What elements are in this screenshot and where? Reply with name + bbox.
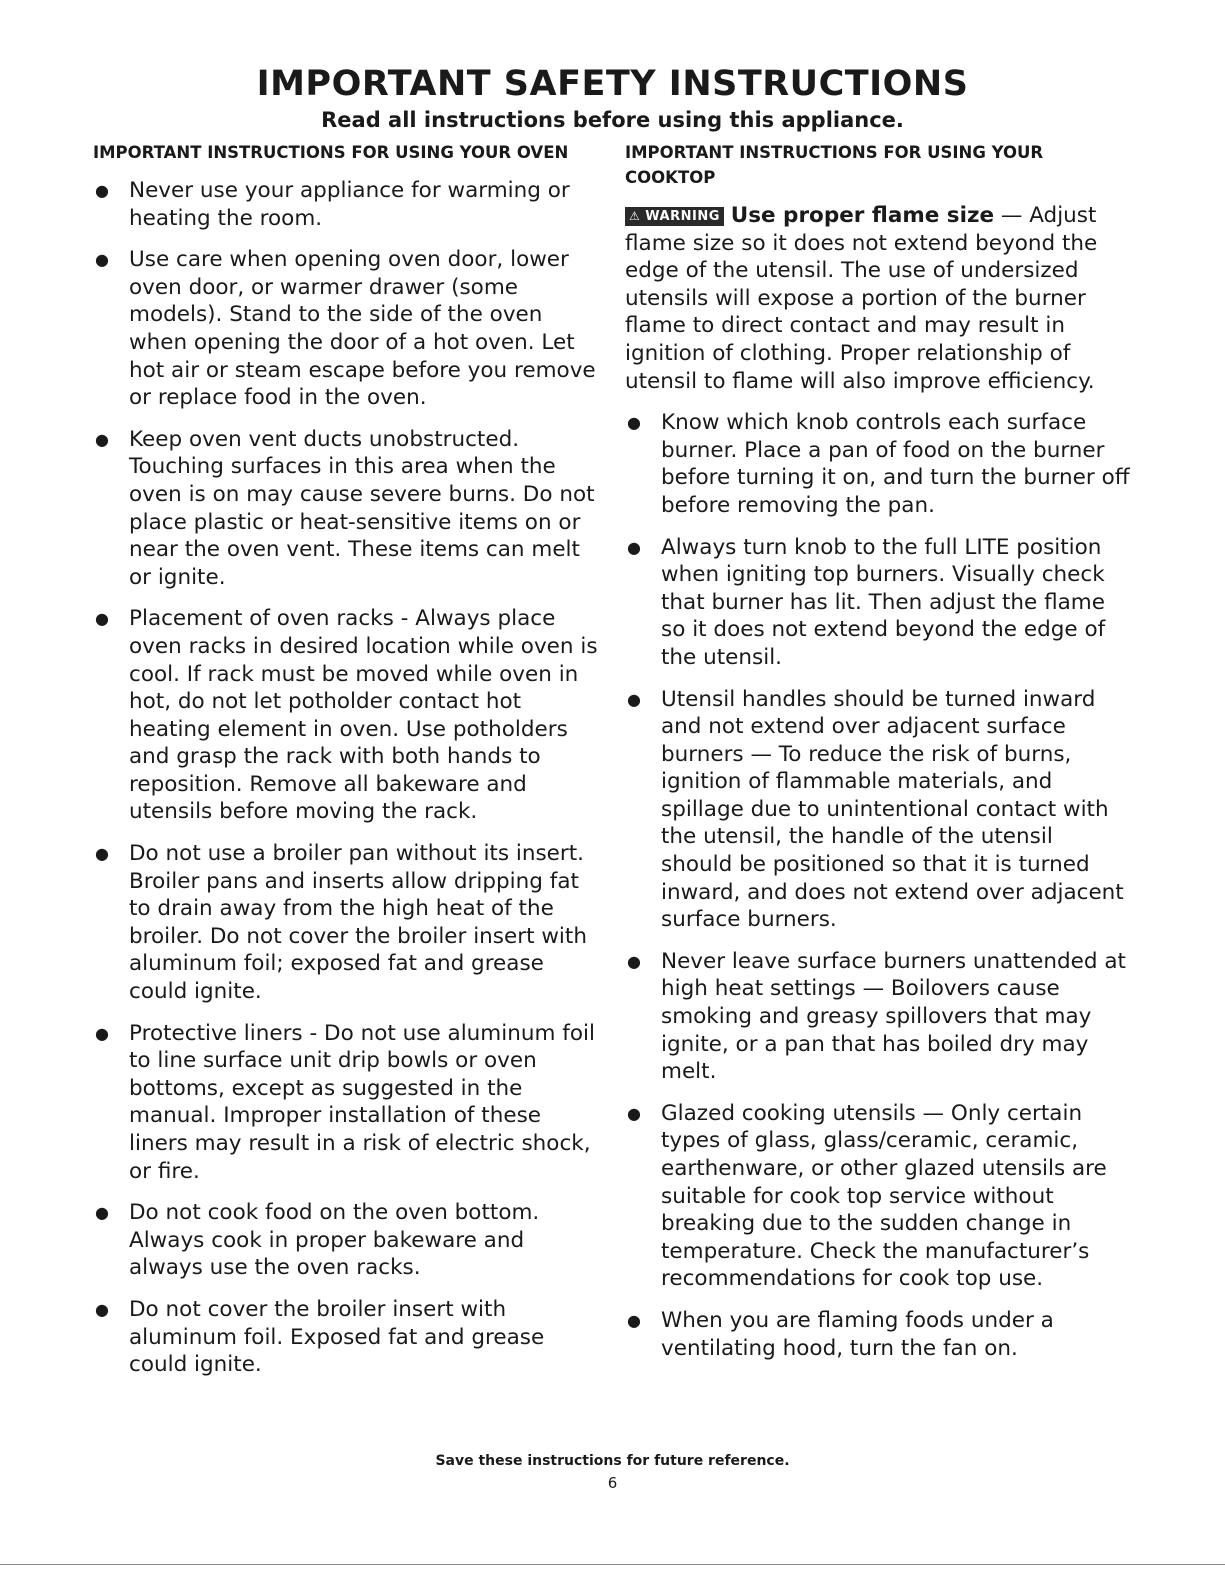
- bullet-icon: ●: [95, 250, 109, 270]
- list-item: [93, 246, 598, 412]
- bullet-icon: ●: [627, 689, 641, 709]
- bullet-icon: ●: [95, 429, 109, 449]
- list-item-text: Never use your appliance for warming or heating the room.: [129, 178, 570, 231]
- warning-triangle-icon: ⚠: [629, 209, 641, 223]
- list-item: [93, 1296, 598, 1379]
- bullet-icon: ●: [95, 609, 109, 629]
- bottom-divider: [0, 1564, 1225, 1565]
- page-subtitle: Read all instructions before using this appliance.: [321, 108, 904, 132]
- list-item: [93, 426, 598, 592]
- list-item: [93, 177, 598, 232]
- list-item: [625, 1100, 1130, 1293]
- list-item: [93, 1020, 598, 1186]
- bullet-icon: ●: [95, 181, 109, 200]
- oven-section-heading: IMPORTANT INSTRUCTIONS FOR USING YOUR OVEN: [93, 143, 569, 162]
- list-item-text: Know which knob controls each surface burner. Place a pan of food on the burner before turning it on, and turn the burner off before removing the pan.: [661, 410, 1130, 518]
- footer-note: Save these instructions for future reference.: [435, 1453, 790, 1469]
- list-item-text: Protective liners - Do not use aluminum foil to line surface unit drip bowls or oven bottoms, except as suggested in the manual. Improper installation of these liners may result in a risk of electric shock, or fire.: [129, 1020, 595, 1184]
- list-item-text: Always turn knob to the full LITE position when igniting top burners. Visually check that burner has lit. Then adjust the flame so it does not extend beyond the edge of the utensil.: [661, 534, 1106, 670]
- list-item-text: Use care when opening oven door, lower oven door, or warmer drawer (some models). Stand to the side of the oven when opening the door of a hot oven. Let hot air or steam escape before you remove or replace food in the oven.: [129, 247, 596, 411]
- flame-size-warning: [625, 202, 1130, 395]
- list-item: [625, 534, 1130, 672]
- warning-badge: [625, 207, 724, 226]
- bullet-icon: ●: [95, 1023, 109, 1043]
- warning-text: — Adjust flame size so it does not extend beyond the edge of the utensil. The use of undersized utensils will expose a portion of the burner flame to direct contact and may result in ignition of clothing. Proper relationship of utensil to flame will also improve efficiency.: [625, 203, 1098, 394]
- list-item-text: Glazed cooking utensils — Only certain types of glass, glass/ceramic, ceramic, earthenware, or other glazed utensils are suitable for cook top service without breaking due to the sudden change in temperature. Check the manufacturer’s recommendations for cook top use.: [661, 1100, 1107, 1292]
- cooktop-instructions-column: [625, 140, 1130, 1376]
- list-item-text: Keep oven vent ducts unobstructed. Touching surfaces in this area when the oven is on may cause severe burns. Do not place plastic or heat-sensitive items on or near the oven vent. These items can melt or ignite.: [129, 426, 595, 590]
- list-item: [625, 948, 1130, 1086]
- bullet-icon: ●: [627, 1103, 641, 1123]
- bullet-icon: ●: [627, 951, 641, 971]
- list-item-text: Do not cover the broiler insert with aluminum foil. Exposed fat and grease could ignite.: [129, 1296, 545, 1378]
- bullet-icon: ●: [95, 1203, 109, 1223]
- bullet-icon: ●: [627, 537, 641, 557]
- list-item: [625, 1307, 1130, 1362]
- list-item-text: Do not use a broiler pan without its insert. Broiler pans and inserts allow dripping fat to drain away from the high heat of the broiler. Do not cover the broiler insert with aluminum foil; exposed fat and grease could ignite.: [129, 841, 587, 1005]
- cooktop-instructions-list: [625, 409, 1130, 1362]
- bullet-icon: ●: [627, 413, 641, 433]
- bullet-icon: ●: [95, 844, 109, 864]
- list-item: [93, 605, 598, 826]
- list-item-text: Placement of oven racks - Always place oven racks in desired location while oven is cool. If rack must be moved while oven in hot, do not let potholder contact hot heating element in oven. Use potholders and grasp the rack with both hands to reposition. Remove all bakeware and utensils before moving the rack.: [129, 606, 598, 825]
- page-title: IMPORTANT SAFETY INSTRUCTIONS: [256, 64, 969, 104]
- list-item: [93, 840, 598, 1006]
- list-item: [625, 409, 1130, 519]
- bullet-icon: ●: [95, 1299, 109, 1319]
- cooktop-section-heading: IMPORTANT INSTRUCTIONS FOR USING YOUR COOKTOP: [625, 143, 1044, 187]
- page-number: 6: [607, 1474, 618, 1492]
- list-item-text: Do not cook food on the oven bottom. Always cook in proper bakeware and always use the oven racks.: [129, 1200, 540, 1281]
- list-item-text: When you are flaming foods under a ventilating hood, turn the fan on.: [661, 1307, 1054, 1361]
- warning-badge-label: WARNING: [645, 209, 720, 224]
- bullet-icon: ●: [627, 1310, 641, 1330]
- list-item-text: Never leave surface burners unattended at high heat settings — Boilovers cause smoking and greasy spillovers that may ignite, or a pan that has boiled dry may melt.: [661, 948, 1126, 1085]
- oven-instructions-column: [93, 140, 598, 1393]
- list-item: [625, 686, 1130, 934]
- oven-instructions-list: [93, 177, 598, 1379]
- list-item: [93, 1199, 598, 1282]
- warning-lead: Use proper flame size: [730, 203, 995, 228]
- list-item-text: Utensil handles should be turned inward and not extend over adjacent surface burners — To reduce the risk of burns, ignition of flammable materials, and spillage due to unintentional contact with the utensil, the handle of the utensil should be positioned so that it is turned inward, and does not extend over adjacent surface burners.: [661, 686, 1124, 933]
